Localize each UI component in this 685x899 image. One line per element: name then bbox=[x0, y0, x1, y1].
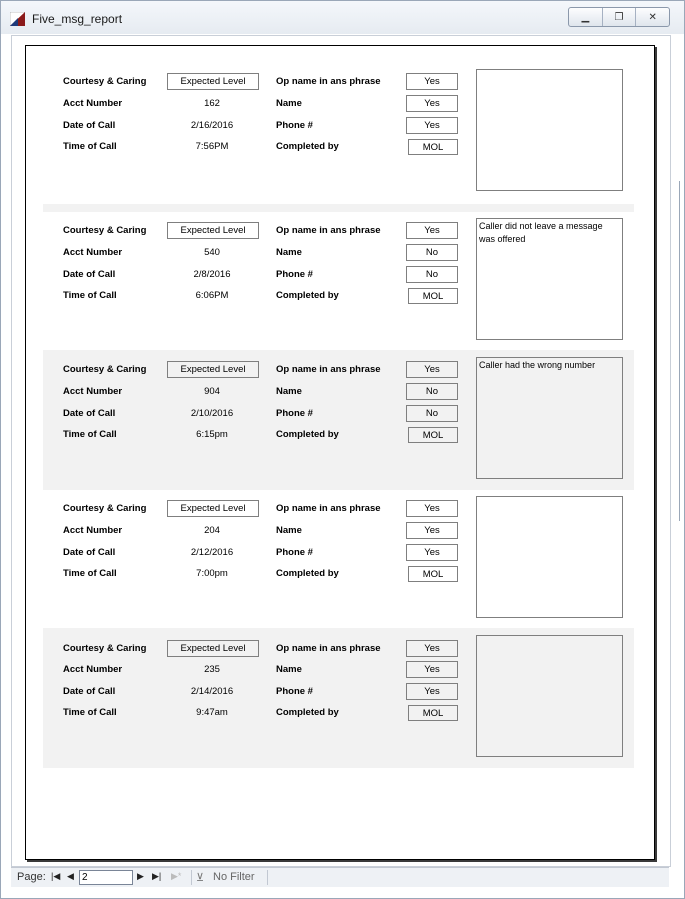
window-title: Five_msg_report bbox=[32, 12, 123, 26]
close-icon: ✕ bbox=[648, 11, 657, 23]
record-3 bbox=[43, 350, 634, 490]
comment-box: Caller had the wrong number bbox=[476, 357, 623, 479]
opname-value: Yes bbox=[406, 73, 458, 90]
acct-value: 204 bbox=[204, 525, 220, 536]
record-5 bbox=[43, 628, 634, 768]
record-1 bbox=[43, 69, 634, 193]
completed-label: Completed by bbox=[276, 707, 339, 718]
date-label: Date of Call bbox=[63, 269, 116, 280]
comment-box: Caller did not leave a message was offered bbox=[476, 218, 623, 340]
date-value: 2/16/2016 bbox=[190, 120, 234, 131]
opname-value: Yes bbox=[406, 500, 458, 517]
completed-label: Completed by bbox=[276, 290, 339, 301]
phone-value: No bbox=[406, 405, 458, 422]
nav-divider bbox=[267, 870, 268, 885]
completed-label: Completed by bbox=[276, 429, 339, 440]
record-navigation-bar bbox=[11, 867, 669, 887]
time-label: Time of Call bbox=[63, 290, 117, 301]
time-value: 9:47am bbox=[196, 707, 228, 718]
courtesy-value: Expected Level bbox=[167, 222, 259, 239]
courtesy-value: Expected Level bbox=[167, 640, 259, 657]
name-label: Name bbox=[276, 386, 302, 397]
window-controls bbox=[568, 7, 670, 27]
minimize-icon: ▁ bbox=[581, 11, 590, 23]
acct-value: 540 bbox=[204, 247, 220, 258]
no-filter-icon: ⊻ bbox=[196, 872, 205, 884]
time-label: Time of Call bbox=[63, 707, 117, 718]
acct-label: Acct Number bbox=[63, 98, 123, 109]
completed-value: MOL bbox=[408, 288, 458, 304]
phone-value: Yes bbox=[406, 683, 458, 700]
date-value: 2/12/2016 bbox=[190, 547, 234, 558]
first-page-icon[interactable]: |◀ bbox=[51, 871, 61, 881]
filter-status[interactable]: No Filter bbox=[213, 871, 255, 883]
phone-label: Phone # bbox=[276, 408, 313, 419]
acct-value: 235 bbox=[204, 664, 220, 675]
record-2 bbox=[43, 218, 634, 342]
time-label: Time of Call bbox=[63, 429, 117, 440]
name-label: Name bbox=[276, 247, 302, 258]
name-value: No bbox=[406, 383, 458, 400]
name-label: Name bbox=[276, 525, 302, 536]
opname-value: Yes bbox=[406, 361, 458, 378]
previous-page-icon[interactable]: ◀ bbox=[67, 871, 74, 881]
courtesy-label: Courtesy & Caring bbox=[63, 76, 147, 87]
page-number-input[interactable] bbox=[79, 870, 133, 885]
date-value: 2/14/2016 bbox=[190, 686, 234, 697]
courtesy-value: Expected Level bbox=[167, 500, 259, 517]
last-page-icon[interactable]: ▶| bbox=[152, 871, 162, 881]
acct-label: Acct Number bbox=[63, 664, 123, 675]
completed-value: MOL bbox=[408, 139, 458, 155]
title-bar bbox=[1, 1, 684, 34]
time-label: Time of Call bbox=[63, 568, 117, 579]
opname-label: Op name in ans phrase bbox=[276, 643, 381, 654]
record-4 bbox=[43, 496, 634, 620]
acct-label: Acct Number bbox=[63, 386, 123, 397]
name-value: No bbox=[406, 244, 458, 261]
phone-label: Phone # bbox=[276, 686, 313, 697]
phone-value: Yes bbox=[406, 544, 458, 561]
date-label: Date of Call bbox=[63, 686, 116, 697]
comment-box bbox=[476, 496, 623, 618]
opname-label: Op name in ans phrase bbox=[276, 76, 381, 87]
phone-label: Phone # bbox=[276, 120, 313, 131]
acct-label: Acct Number bbox=[63, 525, 123, 536]
opname-label: Op name in ans phrase bbox=[276, 364, 381, 375]
opname-label: Op name in ans phrase bbox=[276, 503, 381, 514]
name-value: Yes bbox=[406, 661, 458, 678]
name-value: Yes bbox=[406, 95, 458, 112]
phone-value: Yes bbox=[406, 117, 458, 134]
nav-divider bbox=[191, 870, 192, 885]
completed-value: MOL bbox=[408, 566, 458, 582]
next-page-icon[interactable]: ▶ bbox=[137, 871, 144, 881]
courtesy-value: Expected Level bbox=[167, 73, 259, 90]
date-label: Date of Call bbox=[63, 120, 116, 131]
acct-value: 162 bbox=[204, 98, 220, 109]
time-value: 7:00pm bbox=[196, 568, 228, 579]
phone-label: Phone # bbox=[276, 547, 313, 558]
completed-label: Completed by bbox=[276, 568, 339, 579]
restore-button[interactable] bbox=[603, 8, 637, 26]
completed-value: MOL bbox=[408, 427, 458, 443]
courtesy-label: Courtesy & Caring bbox=[63, 225, 147, 236]
date-value: 2/8/2016 bbox=[193, 269, 231, 280]
acct-value: 904 bbox=[204, 386, 220, 397]
date-label: Date of Call bbox=[63, 547, 116, 558]
close-button[interactable] bbox=[636, 8, 669, 26]
access-app-icon bbox=[10, 12, 25, 26]
record-separator bbox=[43, 204, 634, 212]
date-value: 2/10/2016 bbox=[190, 408, 234, 419]
report-page bbox=[25, 45, 655, 860]
opname-value: Yes bbox=[406, 640, 458, 657]
opname-label: Op name in ans phrase bbox=[276, 225, 381, 236]
time-value: 7:56PM bbox=[195, 141, 229, 152]
acct-label: Acct Number bbox=[63, 247, 123, 258]
time-value: 6:15pm bbox=[196, 429, 228, 440]
opname-value: Yes bbox=[406, 222, 458, 239]
courtesy-value: Expected Level bbox=[167, 361, 259, 378]
name-label: Name bbox=[276, 98, 302, 109]
completed-label: Completed by bbox=[276, 141, 339, 152]
comment-box bbox=[476, 635, 623, 757]
courtesy-label: Courtesy & Caring bbox=[63, 364, 147, 375]
name-label: Name bbox=[276, 664, 302, 675]
time-value: 6:06PM bbox=[195, 290, 229, 301]
date-label: Date of Call bbox=[63, 408, 116, 419]
page-label: Page: bbox=[17, 871, 46, 883]
new-record-icon: ▶* bbox=[171, 871, 182, 881]
phone-value: No bbox=[406, 266, 458, 283]
vertical-scrollbar[interactable] bbox=[679, 181, 685, 521]
time-label: Time of Call bbox=[63, 141, 117, 152]
courtesy-label: Courtesy & Caring bbox=[63, 643, 147, 654]
phone-label: Phone # bbox=[276, 269, 313, 280]
comment-box bbox=[476, 69, 623, 191]
completed-value: MOL bbox=[408, 705, 458, 721]
name-value: Yes bbox=[406, 522, 458, 539]
minimize-button[interactable] bbox=[569, 8, 603, 26]
courtesy-label: Courtesy & Caring bbox=[63, 503, 147, 514]
restore-icon: ❐ bbox=[614, 11, 624, 23]
